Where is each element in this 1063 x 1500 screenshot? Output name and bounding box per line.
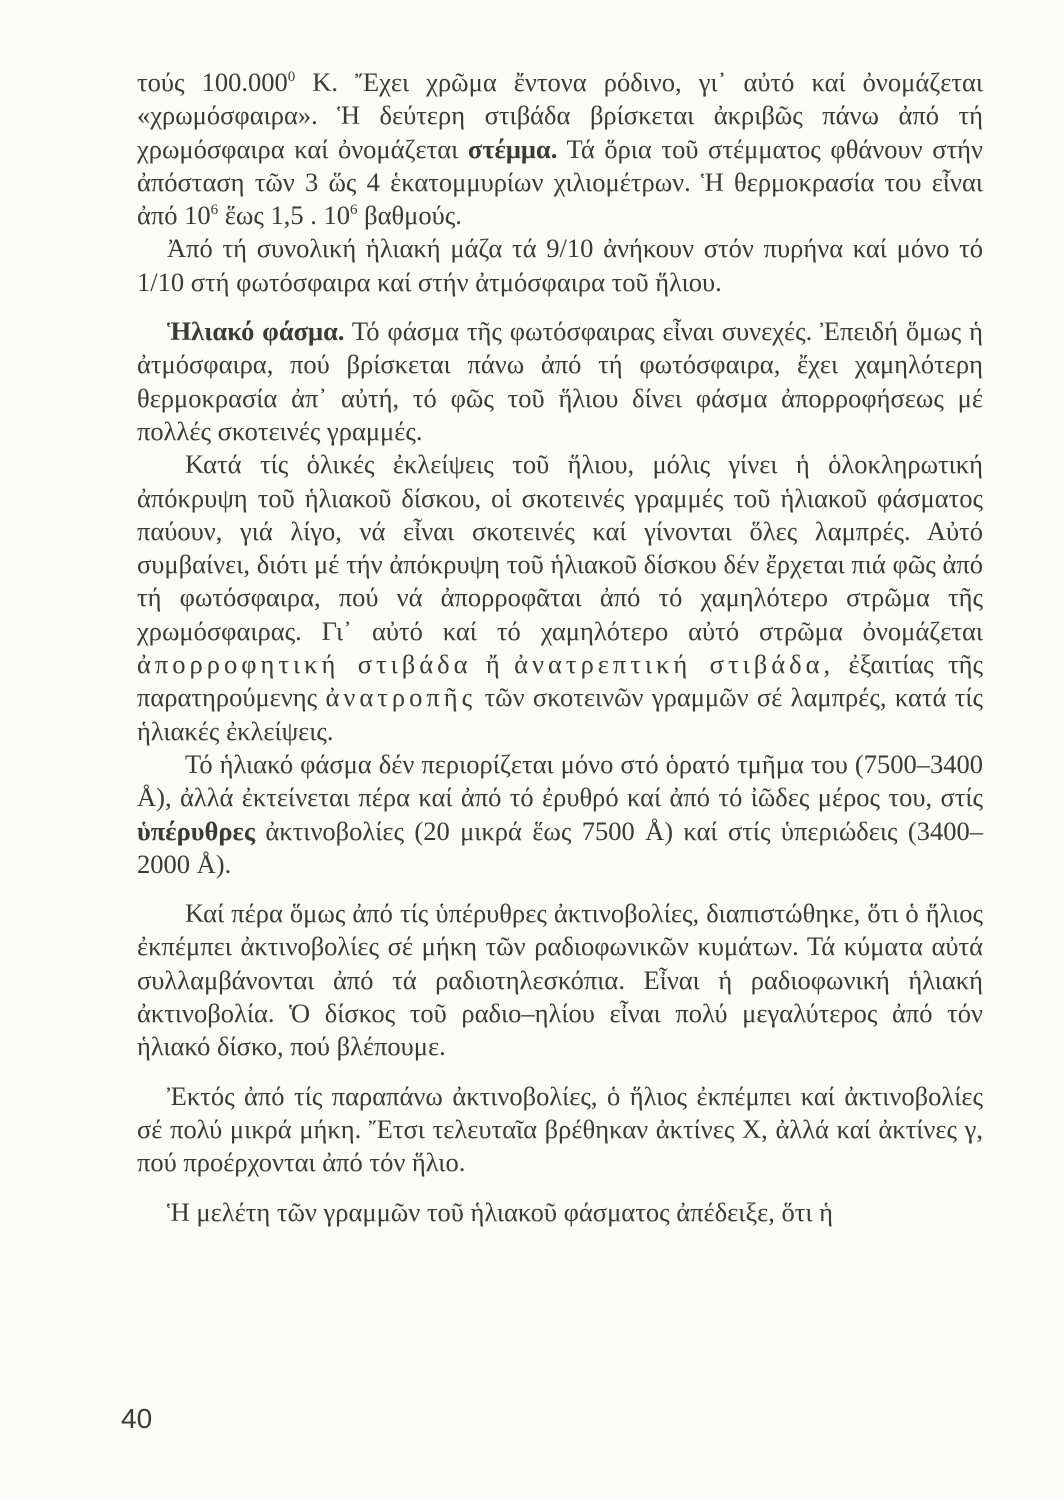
text-run: ἕως 1,5 . 10	[218, 200, 350, 231]
text-run: ἀκτινοβολίες (20 μικρά ἕως 7500 Å) καί στίς ὑπεριώδεις (3400–2000 Å).	[137, 815, 983, 879]
term-corona: στέμμα.	[467, 133, 558, 164]
text-run: βαθμούς.	[357, 200, 462, 231]
page-body-text	[137, 66, 983, 1229]
paragraph-short-wavelength: Ἐκτός ἀπό τίς παραπάνω ἀκτινοβολίες, ὁ ἥλιος ἐκπέμπει καί ἀκτινοβολίες σέ πολύ μικρά μήκη. Ἔτσι τελευταῖα βρέθηκαν ἀκτίνες Χ, ἀλλά καί ἀκτίνες γ, πού προέρχονται ἀπό τόν ἥλιο.	[137, 1080, 983, 1178]
paragraph-solar-spectrum	[137, 315, 983, 448]
term-reversing-layer: ἀνατρεπτική στιβάδα,	[514, 649, 835, 680]
superscript: 6	[349, 202, 358, 219]
text-run: ἤ	[471, 649, 515, 680]
text-run: τῶν σκοτεινῶν γραμμῶν σέ λαμπρές, κατά τίς ἡλιακές ἐκλείψεις.	[137, 682, 983, 746]
text-run: Κ. Ἔχει χρῶμα ἔντονα ρόδινο, γι᾽ αὐτό καί ὀνομάζεται «χρωμόσφαιρα». Ἡ δεύτερη στιβάδα βρίσκεται ἀκριβῶς πάνω ἀπό τή χρωμόσφαιρα καί ὀνομάζεται	[137, 67, 983, 164]
text-run: Τό φάσμα τῆς φωτόσφαιρας εἶναι συνεχές. Ἐπειδή ὅμως ἡ ἀτμόσφαιρα, πού βρίσκεται πάνω ἀπό τή φωτόσφαιρα, ἔχει χαμηλότερη θερμοκρασία ἀπ᾽ αὐτή, τό φῶς τοῦ ἥλιου δίνει φάσμα ἀπορροφήσεως μέ πολλές σκοτεινές γραμμές.	[137, 316, 983, 446]
paragraph-spectral-lines: Ἡ μελέτη τῶν γραμμῶν τοῦ ἡλιακοῦ φάσματος ἀπέδειξε, ὅτι ἡ	[167, 1196, 834, 1227]
section-heading-solar-spectrum: Ἡλιακό φάσμα.	[167, 316, 345, 347]
superscript: 6	[210, 202, 219, 219]
term-infrared: ὑπέρυθρες	[137, 815, 256, 846]
paragraph-solar-mass: Ἀπό τή συνολική ἡλιακή μάζα τά 9/10 ἀνήκουν στόν πυρήνα καί μόνο τό 1/10 στή φωτόσφαιρα καί στήν ἀτμόσφαιρα τοῦ ἥλιου.	[137, 233, 983, 297]
paragraph-radio-emission: Καί πέρα ὅμως ἀπό τίς ὑπέρυθρες ἀκτινοβολίες, διαπιστώθηκε, ὅτι ὁ ἥλιος ἐκπέμπει ἀκτινοβολίες σέ μήκη τῶν ραδιοφωνικῶν κυμάτων. Τά κύματα αὐτά συλλαμβάνονται ἀπό τά ραδιοτηλεσκόπια. Εἶναι ἡ ραδιοφωνική ἡλιακή ἀκτινοβολία. Ὁ δίσκος τοῦ ραδιο–ηλίου εἶναι πολύ μεγαλύτερος ἀπό τόν ἡλιακό δίσκο, πού βλέπουμε.	[137, 898, 983, 1062]
paragraph-chromosphere-corona	[137, 66, 983, 232]
paragraph-spectrum-range	[137, 748, 983, 881]
paragraph-eclipses	[137, 448, 983, 748]
text-run: τούς 100.000	[137, 67, 288, 97]
text-run: Τό ἡλιακό φάσμα δέν περιορίζεται μόνο στό ὁρατό τμῆμα του (7500–3400 Å), ἀλλά ἐκτείνεται πέρα καί ἀπό τό ἐρυθρό καί ἀπό τό ἰῶδες μέρος του, στίς	[137, 748, 983, 813]
text-run: Κατά τίς ὁλικές ἐκλείψεις τοῦ ἥλιου, μόλις γίνει ἡ ὁλοκληρωτική ἀπόκρυψη τοῦ ἡλιακοῦ δίσκου, οἱ σκοτεινές γραμμές τοῦ ἡλιακοῦ φάσματος παύουν, γιά λίγο, νά εἶναι σκοτεινές καί γίνονται ὅλες λαμπρές. Αὐτό συμβαίνει, διότι μέ τήν ἀπόκρυψη τοῦ ἡλιακοῦ δίσκου δέν ἔρχεται πιά φῶς ἀπό τή φωτόσφαιρα, πού νά ἀπορροφᾶται ἀπό τό χαμηλότερο στρῶμα τῆς χρωμόσφαιρας. Γι᾽ αὐτό καί τό χαμηλότερο αὐτό στρῶμα ὀνομάζεται	[137, 449, 983, 646]
term-reversal: ἀνατροπῆς	[325, 682, 477, 713]
page-number: 40	[121, 1403, 153, 1434]
text-run: ἐξαιτίας τῆς παρατηρούμενης	[137, 649, 983, 713]
term-absorbing-layer: ἀπορροφητική στιβάδα	[137, 649, 472, 680]
superscript: 0	[287, 69, 296, 85]
text-run: Τά ὅρια τοῦ στέμματος φθάνουν στήν ἀπόσταση τῶν 3 ὥς 4 ἑκατομμυρίων χιλιομέτρων. Ἡ θερμοκρασία του εἶναι ἀπό 10	[137, 133, 984, 231]
